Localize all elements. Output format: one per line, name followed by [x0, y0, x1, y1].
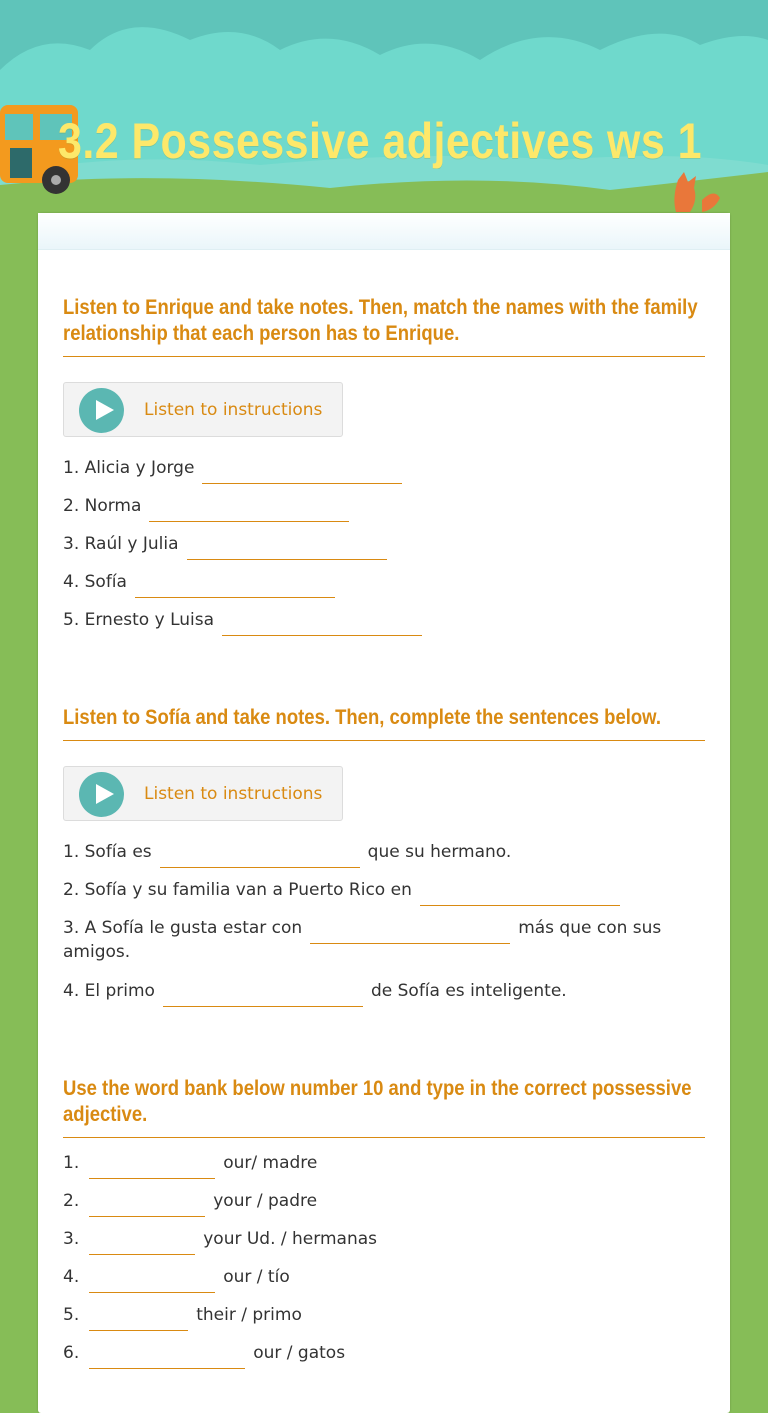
list-item [63, 877, 628, 900]
sentence-start: 4. El primo [63, 981, 155, 1001]
answer-field[interactable] [222, 613, 422, 636]
sentence-start: 3. A Sofía le gusta estar con [63, 918, 303, 938]
item-prompt: our/ madre [223, 1153, 318, 1173]
answer-field[interactable] [149, 499, 349, 522]
page-title: 3.2 Possessive adjectives ws 1 [58, 113, 703, 169]
answer-field[interactable] [89, 1194, 205, 1217]
item-prompt: their / primo [196, 1305, 302, 1325]
list-item [63, 915, 661, 938]
sentence-end: de Sofía es inteligente. [370, 981, 567, 1001]
question-2 [63, 705, 705, 1001]
sentence-end: más que con sus [518, 918, 662, 938]
item-prompt: your / padre [213, 1191, 318, 1211]
list-item [63, 1150, 317, 1173]
item-number: 3. [63, 1229, 80, 1249]
item-prompt: your Ud. / hermanas [203, 1229, 377, 1249]
list-item [63, 569, 343, 592]
list-item [63, 607, 430, 630]
worksheet-header-strip [38, 213, 730, 250]
item-number: 5. [63, 1305, 80, 1325]
item-number: 2. [63, 1191, 80, 1211]
list-item [63, 493, 357, 516]
item-label: 2. Norma [63, 496, 142, 516]
sentence-start: 1. Sofía es [63, 842, 152, 862]
list-item [63, 1302, 302, 1325]
list-item [63, 531, 395, 554]
list-item [63, 1188, 317, 1211]
worksheet [38, 213, 730, 1413]
answer-field[interactable] [89, 1346, 245, 1369]
question-2-divider [63, 740, 705, 741]
audio-player-1[interactable] [63, 382, 343, 437]
question-1-title: Listen to Enrique and take notes. Then, match the names with the family relationship that each person has to Enrique. [63, 296, 698, 345]
item-label: 4. Sofía [63, 572, 127, 592]
item-prompt: our / tío [223, 1267, 290, 1287]
question-3-divider [63, 1137, 705, 1138]
question-1 [63, 295, 705, 630]
sentence-start: 2. Sofía y su familia van a Puerto Rico en [63, 880, 412, 900]
answer-field[interactable] [160, 845, 360, 868]
answer-field[interactable] [420, 883, 620, 906]
question-2-title: Listen to Sofía and take notes. Then, complete the sentences below. [63, 706, 661, 729]
fox-illustration [668, 170, 728, 219]
answer-field[interactable] [89, 1308, 188, 1331]
play-icon[interactable] [79, 388, 124, 433]
item-prompt: our / gatos [253, 1343, 346, 1363]
item-label: 3. Raúl y Julia [63, 534, 179, 554]
answer-field[interactable] [202, 461, 402, 484]
list-item [63, 1340, 345, 1363]
item-number: 4. [63, 1267, 80, 1287]
list-item [63, 978, 567, 1001]
item-label: 1. Alicia y Jorge [63, 458, 195, 478]
audio-player-2[interactable] [63, 766, 343, 821]
answer-field[interactable] [163, 984, 363, 1007]
audio-label: Listen to instructions [144, 400, 323, 420]
answer-field[interactable] [89, 1156, 215, 1179]
answer-field[interactable] [135, 575, 335, 598]
list-item [63, 1226, 377, 1249]
play-icon[interactable] [79, 772, 124, 817]
answer-field[interactable] [187, 537, 387, 560]
list-item [63, 455, 410, 478]
list-item [63, 839, 511, 862]
list-item-continuation [63, 942, 130, 962]
audio-label: Listen to instructions [144, 784, 323, 804]
item-number: 1. [63, 1153, 80, 1173]
answer-field[interactable] [310, 921, 510, 944]
question-3 [63, 1076, 705, 1363]
item-label: 5. Ernesto y Luisa [63, 610, 215, 630]
answer-field[interactable] [89, 1232, 195, 1255]
question-3-title: Use the word bank below number 10 and type in the correct possessive adjective. [63, 1077, 692, 1126]
answer-field[interactable] [89, 1270, 215, 1293]
list-item [63, 1264, 290, 1287]
question-1-divider [63, 356, 705, 357]
sentence-end: que su hermano. [367, 842, 512, 862]
sentence-continuation: amigos. [63, 942, 131, 962]
item-number: 6. [63, 1343, 80, 1363]
